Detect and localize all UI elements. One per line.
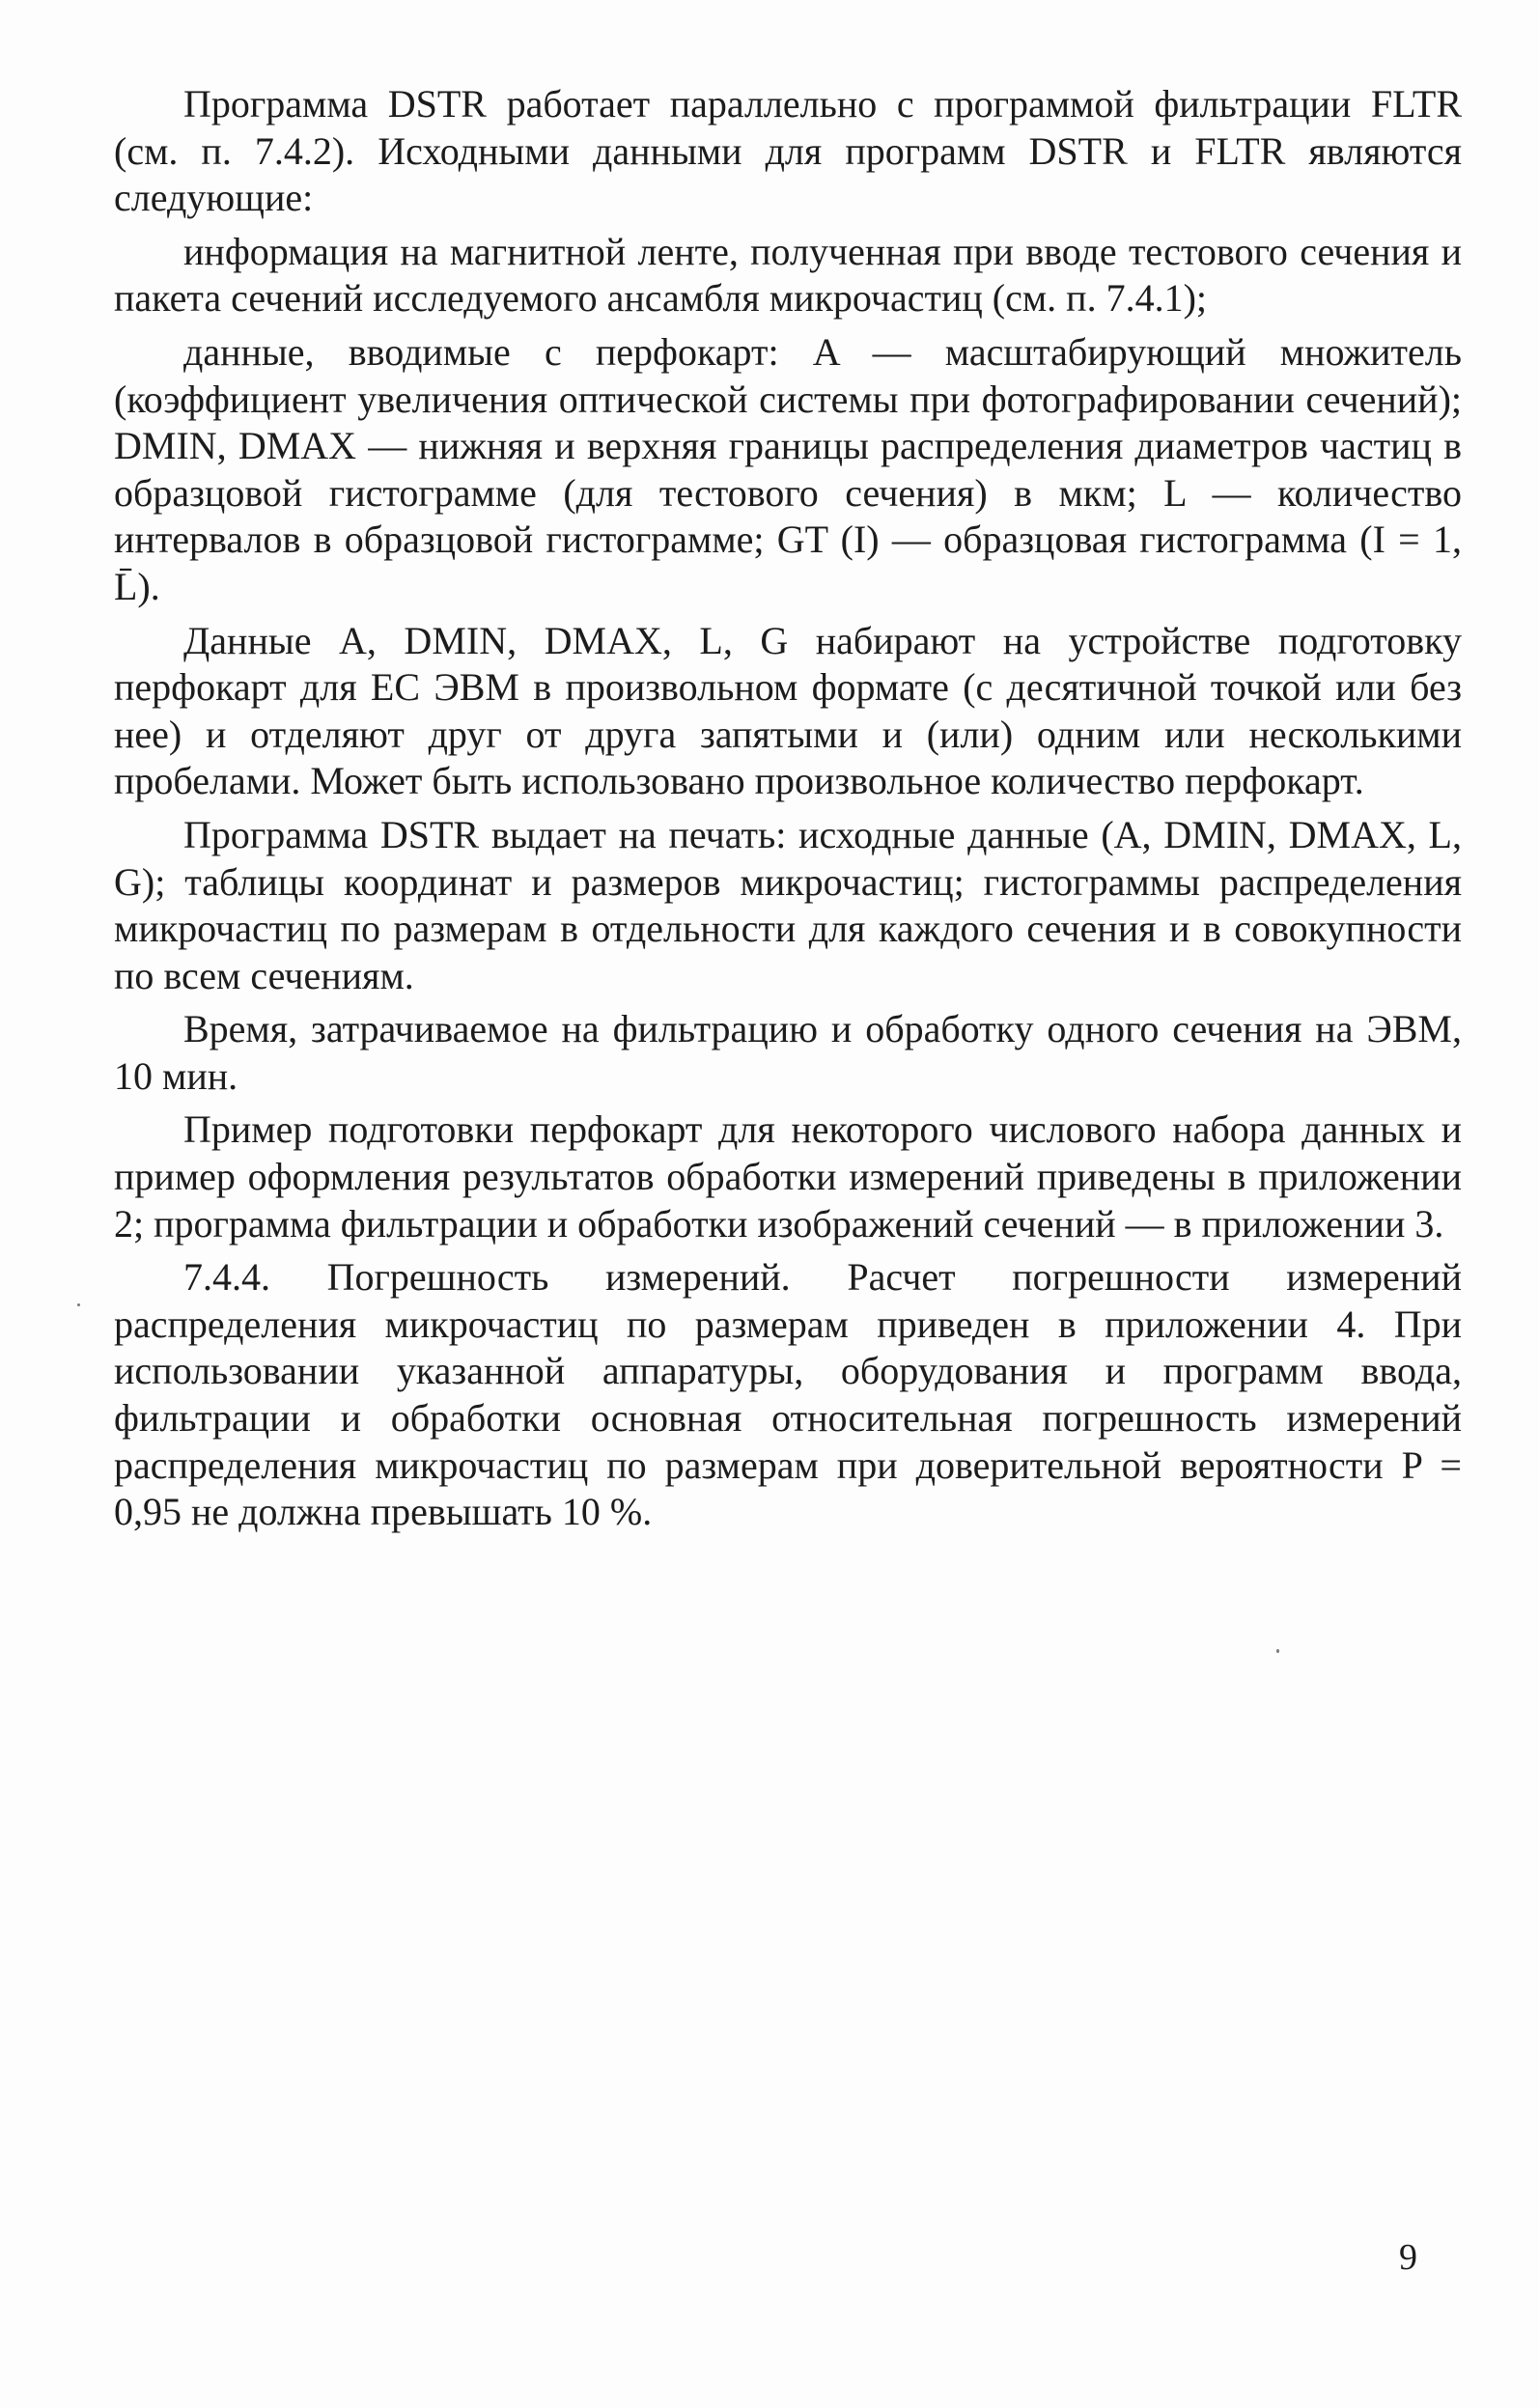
body-text [114, 81, 1462, 1536]
scan-speck [1276, 1649, 1279, 1653]
paragraph-dstr-intro: Программа DSTR работает параллельно с программой фильтрации FLTR (см. п. 7.4.2). Исходными данными для программ DSTR и FLTR являются следующие: [114, 82, 1462, 220]
paragraph-processing-time: Время, затрачиваемое на фильтрацию и обработку одного сечения на ЭВМ, 10 мин. [114, 1007, 1462, 1098]
paragraph-print-output: Программа DSTR выдает на печать: исходные данные (A, DMIN, DMAX, L, G); таблицы координат и размеров микрочастиц; гистограммы распределения микрочастиц по размерам в отдельности для каждого сечения и в совокупности по всем сечениям. [114, 812, 1462, 997]
paragraph-examples: Пример подготовки перфокарт для некоторого числового набора данных и пример оформления результатов обработки измерений приведены в приложении 2; программа фильтрации и обработки изображений сечений — в приложении 3. [114, 1107, 1462, 1246]
paragraph-measurement-error: 7.4.4. Погрешность измерений. Расчет погрешности измерений распределения микрочастиц по размерам приведен в приложении 4. При использовании указанной аппаратуры, оборудования и программ ввода, фильтрации и обработки основная относительная погрешность измерений распределения микрочастиц по размерам при доверительной вероятности P = 0,95 не должна превышать 10 %. [114, 1255, 1462, 1534]
paragraph-magnetic-tape: информация на магнитной ленте, полученная при вводе тестового сечения и пакета сечений исследуемого ансамбля микрочастиц (см. п. 7.4.1); [114, 229, 1462, 321]
scan-speck [77, 1303, 80, 1306]
paragraph-punch-card-data: данные, вводимые с перфокарт: A — масштабирующий множитель (коэффициент увеличения оптической системы при фотографировании сечений); DMIN, DMAX — нижняя и верхняя границы распределения диаметров частиц в образцовой гистограмме (для тестового сечения) в мкм; L — количество интервалов в образцовой гистограмме; GT (I) — образцовая гистограмма (I = 1, L̄). [114, 329, 1462, 608]
page-number: 9 [1399, 2237, 1417, 2278]
paragraph-data-format: Данные A, DMIN, DMAX, L, G набирают на устройстве подготовку перфокарт для ЕС ЭВМ в произвольном формате (с десятичной точкой или без нее) и отделяют друг от друга запятыми и (или) одним или несколькими пробелами. Может быть использовано произвольное количество перфокарт. [114, 618, 1462, 803]
